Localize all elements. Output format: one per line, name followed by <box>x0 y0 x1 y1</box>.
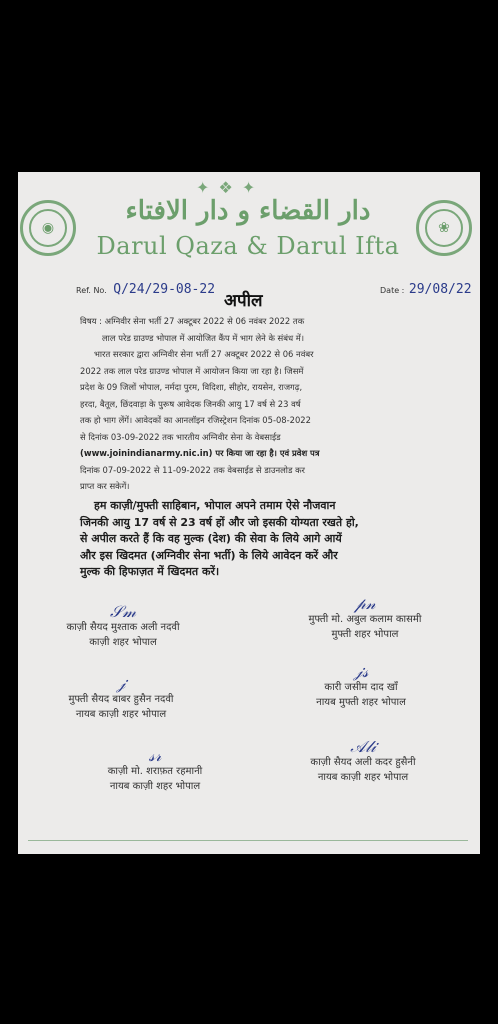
signature-scribble: 𝒜𝓁𝒾 <box>350 737 376 756</box>
letter-body <box>80 314 460 496</box>
ref-value: Q/24/29-08-22 <box>113 282 216 297</box>
reference-number <box>76 282 215 297</box>
body-line: से दिनांक 03-09-2022 तक भारतीय अग्निवीर सेना के वेबसाईड <box>80 431 281 442</box>
signatory-title: नायब काज़ी शहर भोपाल <box>109 781 201 792</box>
appeal-title: अपील <box>224 291 263 311</box>
right-seal-icon: ❀ <box>416 200 472 256</box>
body-line: हरदा, बैतूल, छिंदवाड़ा के पुरूष आवेदक जिनकी आयु 17 वर्ष से 23 वर्ष <box>80 398 301 409</box>
signature-block <box>28 602 218 650</box>
signatory-title: मुफ्ती शहर भोपाल <box>331 629 399 640</box>
appeal-line: मुल्क की हिफाज़त में खिदमत करें। <box>80 565 220 578</box>
signature-scribble: 𝓈𝓇 <box>148 746 162 765</box>
signatory-title: नायब मुफ्ती शहर भोपाल <box>316 697 406 708</box>
date-value: 29/08/22 <box>408 282 472 297</box>
signatory-name: काज़ी सैयद अली कदर हुसैनी <box>310 757 416 768</box>
left-seal-icon: ◉ <box>20 200 76 256</box>
signature-block <box>268 737 458 785</box>
footer-divider <box>28 840 468 841</box>
appeal-line: जिनकी आयु 17 वर्ष से 23 वर्ष हों और जो इसकी योग्यता रखते हो, <box>80 515 359 529</box>
signature-block <box>266 662 456 710</box>
signatory-name: काज़ी सैयद मुश्ताक अली नदवी <box>66 622 180 633</box>
signature-scribble: 𝒿𝓈 <box>353 662 369 681</box>
appeal-line: हम काज़ी/मुफ्ती साहिबान, भोपाल अपने तमाम ऐसे नौजवान <box>94 499 336 512</box>
letterhead-english-title: Darul Qaza & Darul Ifta <box>96 232 400 260</box>
signature-scribble: 𝓅𝓃 <box>354 594 376 613</box>
body-line: 2022 तक लाल परेड ग्राउण्ड भोपाल में आयोजन किया जा रहा है। जिसमें <box>80 365 304 376</box>
letter-date <box>380 282 472 297</box>
signatory-name: काज़ी मो. शराफ़त रहमानी <box>107 766 203 777</box>
body-line: भारत सरकार द्वारा अग्निवीर सेना भर्ती 27 अक्टूबर 2022 से 06 नवंबर <box>94 349 314 359</box>
letterhead-arabic-title: دار القضاء و دار الافتاء <box>125 196 371 226</box>
crown-emblem-icon: ✦ ❖ ✦ <box>196 178 258 197</box>
signatory-title: काज़ी शहर भोपाल <box>89 637 157 648</box>
appeal-line: से अपील करते हैं कि वह मुल्क (देश) की सेवा के लिये आगे आयें <box>80 532 342 545</box>
date-label: Date : <box>380 286 405 295</box>
appeal-paragraph <box>80 498 464 581</box>
body-line: तक हो भाग लेंगें। आवेदकों का आनलॉइन रजिस्ट्रेशन दिनांक 05-08-2022 <box>80 415 311 425</box>
signature-block <box>60 746 250 794</box>
signatory-name: कारी जसीम दाद खाँ <box>324 682 398 693</box>
signatory-name: मुफ्ती मो. अबुल कलाम कासमी <box>308 614 422 625</box>
signatory-name: मुफ्ती सैयद बाबर हुसैन नदवी <box>68 694 174 705</box>
signature-block <box>270 594 460 642</box>
body-line: (www.joinindianarmy.nic.in) पर किया जा रहा है। एवं प्रवेश पत्र <box>80 448 320 458</box>
signature-scribble: 𝒮𝓂 <box>110 602 136 621</box>
body-line: प्रदेश के 09 जिलों भोपाल, नर्मदा पुरम, विदिशा, सीहोर, रायसेन, राजगढ़, <box>80 382 303 392</box>
signature-block <box>26 674 216 722</box>
body-line: दिनांक 07-09-2022 से 11-09-2022 तक वेबसाईड से डाउनलोड कर <box>80 464 305 475</box>
body-line: प्राप्त कर सकेगें। <box>80 481 130 491</box>
appeal-line: और इस खिदमत (अग्निवीर सेना भर्ती) के लिये आवेदन करें और <box>80 548 338 562</box>
letter-paper <box>18 172 480 854</box>
signature-scribble: 𝒿 <box>116 674 126 693</box>
signatory-title: नायब काज़ी शहर भोपाल <box>75 709 167 720</box>
subject-line: लाल परेड ग्राउण्ड भोपाल में आयोजित कैंप में भाग लेने के संबंध में। <box>102 332 304 343</box>
signatory-title: नायब काज़ी शहर भोपाल <box>317 772 409 783</box>
ref-label: Ref. No. <box>76 286 107 295</box>
subject-line: विषय : अग्निवीर सेना भर्ती 27 अक्टूबर 2022 से 06 नवंबर 2022 तक <box>80 316 305 326</box>
